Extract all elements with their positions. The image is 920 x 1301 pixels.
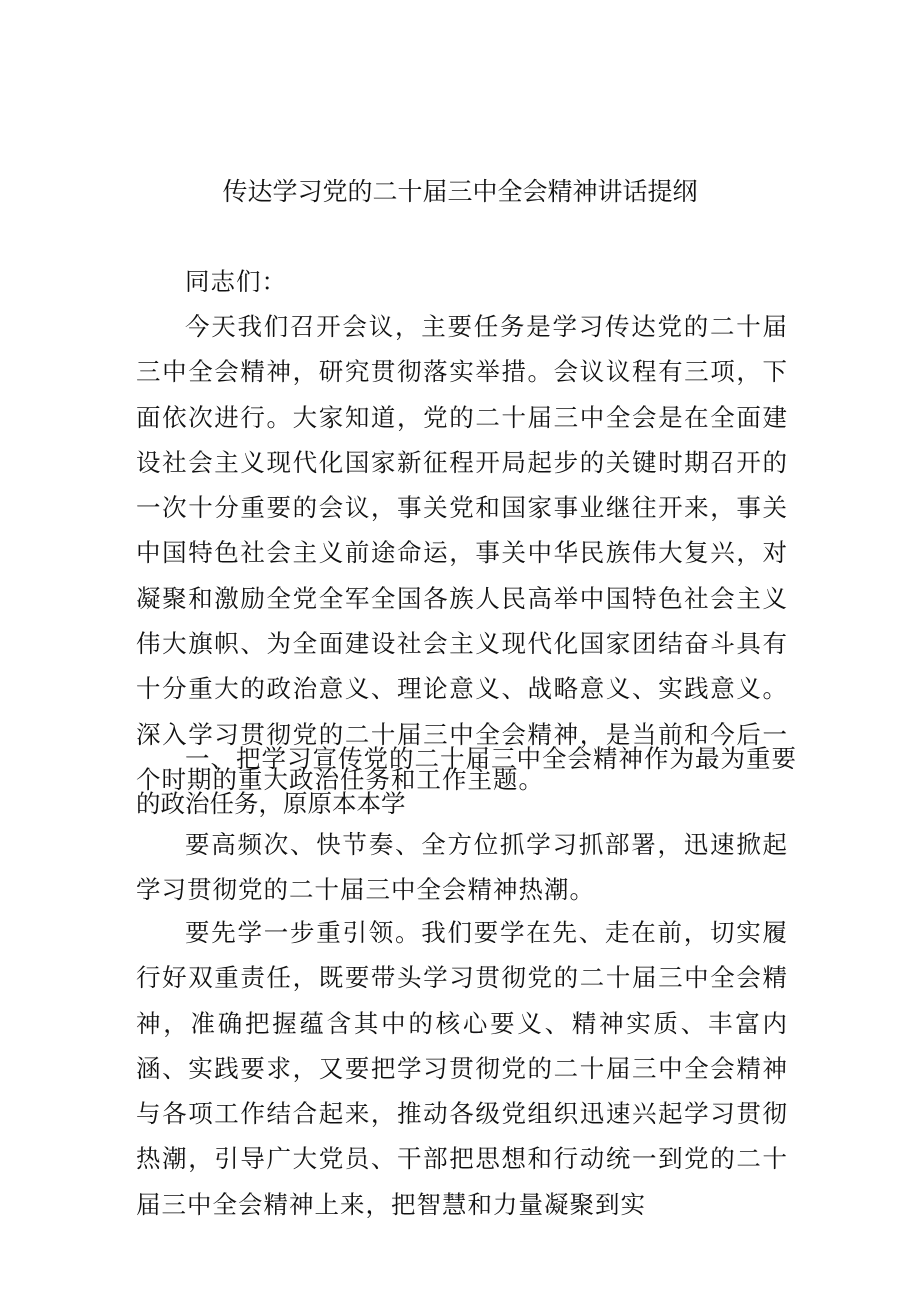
section-paragraph-2: 要先学一步重引领。我们要学在先、走在前，切实履行好双重责任，既要带头学习贯彻党的二十届三中全会精神，准确把握蕴含其中的核心要义、精神实质、丰富内涵、实践要求，又要把学习贯彻党的二十届三中全会精神与各项工作结合起来，推动各级党组织迅速兴起学习贯彻热潮，引导广大党员、干部把思想和行动统一到党的二十届三中全会精神上来，把智慧和力量凝聚到实 [136, 918, 788, 1219]
document-title: 传达学习党的二十届三中全会精神讲话提纲 [222, 177, 698, 206]
salutation: 同志们： [185, 267, 287, 296]
section-paragraph-1: 要高频次、快节奏、全方位抓学习抓部署，迅速掀起学习贯彻党的二十届三中全会精神热潮。 [136, 830, 788, 905]
section-heading: 一、把学习宣传党的二十届三中全会精神作为最为重要的政治任务，原原本本学 [136, 744, 796, 818]
intro-paragraph: 今天我们召开会议，主要任务是学习传达党的二十届三中全会精神，研究贯彻落实举措。会议议程有三项，下面依次进行。大家知道，党的二十届三中全会是在全面建设社会主义现代化国家新征程开局起步的关键时期召开的一次十分重要的会议，事关党和国家事业继往开来，事关中国特色社会主义前途命运，事关中华民族伟大复兴，对凝聚和激励全党全军全国各族人民高举中国特色社会主义伟大旗帜、为全面建设社会主义现代化国家团结奋斗具有十分重大的政治意义、理论意义、战略意义、实践意义。深入学习贯彻党的二十届三中全会精神，是当前和今后一个时期的重大政治任务和工作主题。 [136, 312, 788, 794]
